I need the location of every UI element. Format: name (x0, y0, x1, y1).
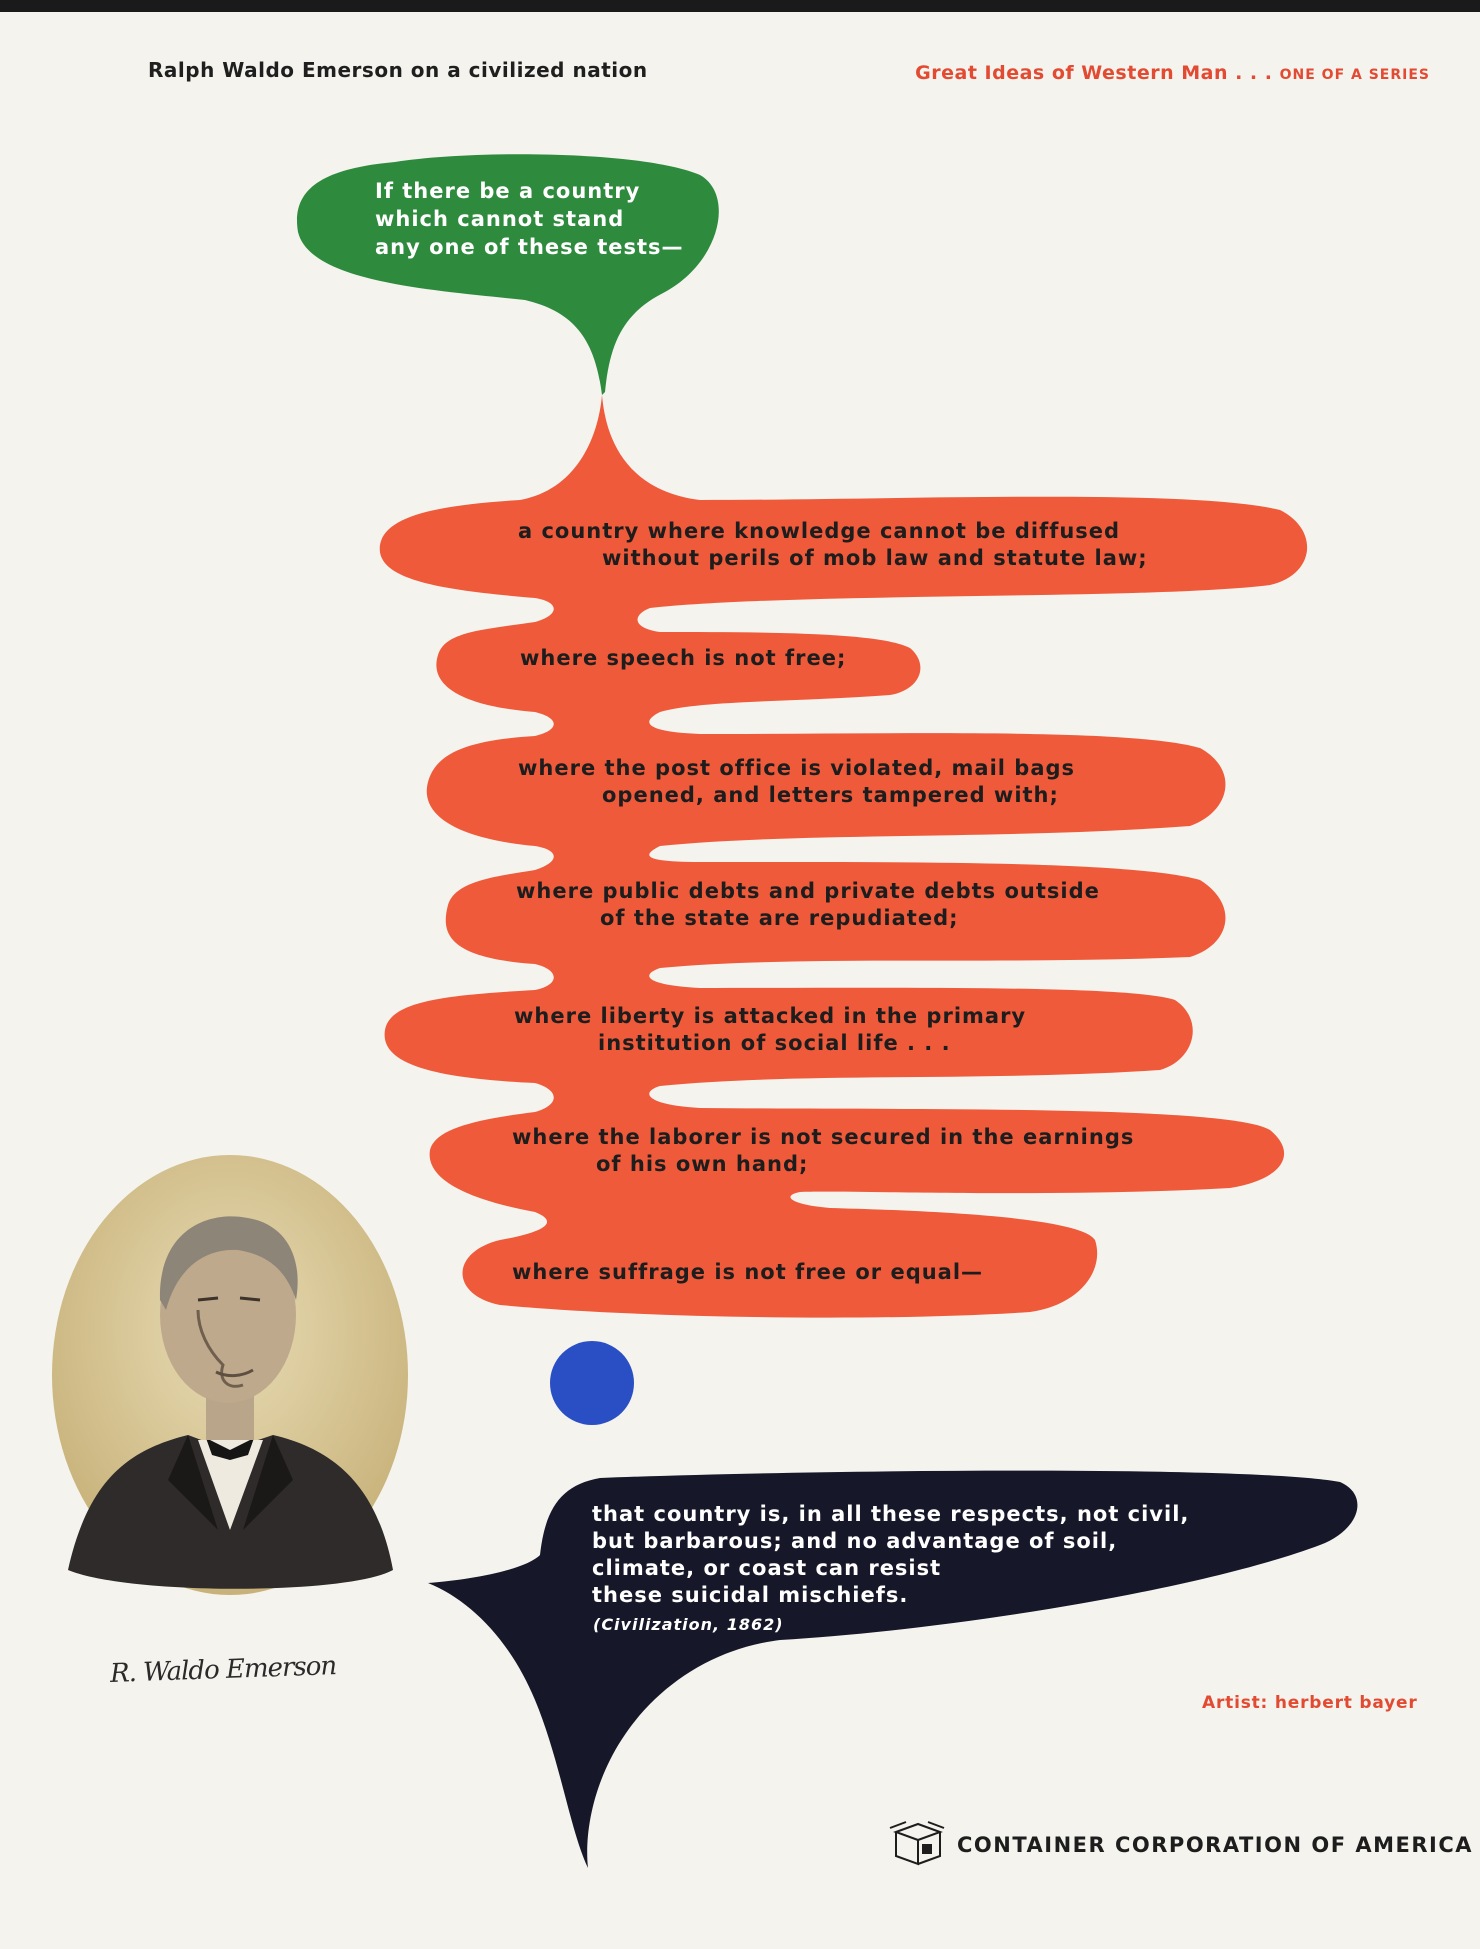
test-6-line-2: of his own hand; (596, 1152, 809, 1176)
test-1-line-2: without perils of mob law and statute law; (602, 546, 1148, 570)
test-5-line-1: where liberty is attacked in the primary (514, 1004, 1027, 1028)
citation: (Civilization, 1862) (593, 1615, 784, 1634)
test-item-1 (518, 518, 1148, 572)
test-4-line-2: of the state are repudiated; (600, 906, 959, 930)
green-line-3: any one of these tests— (375, 235, 684, 259)
green-bubble-text (375, 177, 684, 261)
conclusion-line-2: but barbarous; and no advantage of soil, (592, 1529, 1118, 1553)
test-7-line-1: where suffrage is not free or equal— (512, 1260, 984, 1284)
test-2-line-1: where speech is not free; (520, 646, 847, 670)
green-line-1: If there be a country (375, 179, 641, 203)
conclusion-line-1: that country is, in all these respects, not civil, (592, 1502, 1190, 1526)
company-name: CONTAINER CORPORATION OF AMERICA (957, 1833, 1473, 1857)
emerson-portrait (48, 1150, 413, 1605)
test-6-line-1: where the laborer is not secured in the earnings (512, 1125, 1135, 1149)
test-item-5 (514, 1003, 1026, 1057)
conclusion-text (592, 1501, 1189, 1609)
test-3-line-1: where the post office is violated, mail bags (518, 756, 1076, 780)
green-line-2: which cannot stand (375, 207, 625, 231)
series-subtitle: ONE OF A SERIES (1279, 67, 1430, 83)
test-item-6 (512, 1124, 1134, 1178)
test-item-3 (518, 755, 1075, 809)
test-item-7 (512, 1259, 983, 1286)
artist-credit: Artist: herbert bayer (1202, 1693, 1418, 1713)
portrait-engraving-icon (48, 1150, 413, 1605)
test-item-4 (516, 878, 1100, 932)
emerson-signature: R. Waldo Emerson (109, 1651, 337, 1689)
conclusion-line-4: these suicidal mischiefs. (592, 1583, 909, 1607)
test-item-2 (520, 645, 846, 672)
test-3-line-2: opened, and letters tampered with; (602, 783, 1059, 807)
test-1-line-1: a country where knowledge cannot be diffused (518, 519, 1121, 543)
container-box-logo-icon (888, 1818, 946, 1868)
conclusion-line-3: climate, or coast can resist (592, 1556, 942, 1580)
series-name: Great Ideas of Western Man . . . (915, 62, 1273, 84)
test-5-line-2: institution of social life . . . (598, 1031, 951, 1055)
blue-dot (550, 1341, 634, 1425)
page-title: Ralph Waldo Emerson on a civilized nation (148, 58, 648, 82)
test-4-line-1: where public debts and private debts outside (516, 879, 1100, 903)
